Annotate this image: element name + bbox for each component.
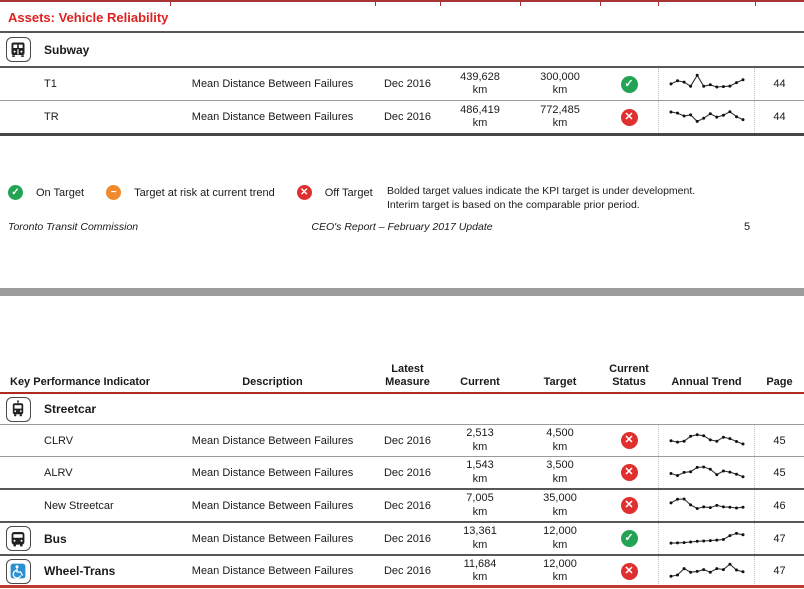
at-risk-icon: −	[106, 185, 121, 200]
page-number: 47	[773, 565, 786, 577]
current-value: 11,684 km	[463, 557, 497, 583]
on-target-icon: ✓	[8, 185, 23, 200]
page-number: 45	[773, 434, 786, 447]
kpi-description: Mean Distance Between Failures	[191, 111, 354, 123]
page-title: Assets: Vehicle Reliability	[8, 10, 169, 25]
kpi-description: Mean Distance Between Failures	[191, 499, 354, 512]
kpi-row-tr	[0, 101, 804, 136]
latest-measure: Dec 2016	[383, 78, 432, 90]
annual-trend-cell	[658, 425, 755, 456]
target-note-line2: Interim target is based on the comparable prior period.	[387, 199, 640, 212]
kpi-name: Bus	[44, 531, 67, 546]
kpi-name: TR	[44, 111, 59, 123]
target-value: 300,000 km	[540, 70, 580, 96]
trend-sparkline	[667, 557, 747, 586]
kpi-name: T1	[44, 78, 57, 90]
page-break-divider	[0, 288, 804, 296]
off-target-status-icon: ✕	[621, 109, 638, 126]
current-value: 13,361 km	[463, 525, 497, 551]
current-value: 486,419 km	[460, 103, 500, 129]
section-icon-cell	[0, 559, 36, 584]
kpi-description: Mean Distance Between Failures	[191, 565, 354, 577]
bottom-divider-rule	[0, 585, 804, 587]
status-cell	[600, 464, 658, 481]
target-value: 4,500 km	[546, 427, 574, 453]
footer-report-title: CEO's Report – February 2017 Update	[311, 221, 493, 233]
section-icon-cell	[0, 397, 36, 422]
section-label-streetcar: Streetcar	[44, 402, 97, 416]
trend-sparkline	[667, 491, 747, 520]
kpi-table	[0, 358, 804, 588]
footer-page-number: 5	[744, 221, 751, 233]
trend-sparkline	[667, 426, 747, 455]
section-icon-cell	[0, 37, 36, 62]
trend-sparkline	[667, 103, 747, 132]
off-target-status-icon: ✕	[621, 563, 638, 580]
target-value: 3,500 km	[546, 459, 574, 485]
trend-sparkline	[667, 524, 747, 553]
status-cell	[600, 530, 658, 547]
header-description: Description	[242, 376, 303, 389]
current-value: 1,543 km	[466, 459, 494, 485]
header-annual-trend: Annual Trend	[671, 376, 742, 389]
annual-trend-cell	[658, 523, 755, 554]
header-current: Current	[460, 376, 500, 389]
header-kpi: Key Performance Indicator	[10, 376, 150, 389]
streetcar-icon	[6, 397, 31, 422]
trend-sparkline	[667, 458, 747, 487]
off-target-status-icon: ✕	[621, 497, 638, 514]
latest-measure: Dec 2016	[383, 532, 432, 545]
latest-measure: Dec 2016	[383, 565, 432, 577]
on-target-status-icon: ✓	[621, 530, 638, 547]
status-legend	[8, 185, 373, 200]
subway-icon	[6, 37, 31, 62]
kpi-row-bus	[0, 523, 804, 556]
section-row-subway	[0, 33, 804, 68]
kpi-description: Mean Distance Between Failures	[191, 434, 354, 447]
latest-measure: Dec 2016	[383, 466, 432, 479]
on-target-status-icon: ✓	[621, 76, 638, 93]
current-value: 439,628 km	[460, 70, 500, 96]
page-number: 44	[773, 111, 786, 123]
kpi-description: Mean Distance Between Failures	[191, 78, 354, 90]
off-target-status-icon: ✕	[621, 464, 638, 481]
section-row-streetcar	[0, 394, 804, 425]
annual-trend-cell	[658, 101, 755, 133]
latest-measure: Dec 2016	[383, 499, 432, 512]
legend-item-off-target	[297, 185, 373, 200]
kpi-name: CLRV	[44, 434, 74, 447]
target-value: 12,000 km	[543, 525, 577, 551]
trend-sparkline	[667, 70, 747, 99]
bus-icon	[6, 526, 31, 551]
subway-table	[0, 31, 804, 136]
kpi-description: Mean Distance Between Failures	[191, 532, 354, 545]
latest-measure: Dec 2016	[383, 434, 432, 447]
kpi-name: ALRV	[44, 466, 73, 479]
current-value: 2,513 km	[466, 427, 494, 453]
off-target-icon: ✕	[297, 185, 312, 200]
kpi-name: Wheel-Trans	[44, 564, 116, 578]
section-label-subway: Subway	[44, 42, 90, 57]
page-number: 46	[773, 499, 786, 512]
off-target-status-icon: ✕	[621, 432, 638, 449]
status-cell	[600, 432, 658, 449]
target-value: 772,485 km	[540, 103, 580, 129]
kpi-description: Mean Distance Between Failures	[191, 466, 354, 479]
page-number: 44	[773, 78, 786, 90]
annual-trend-cell	[658, 457, 755, 488]
target-note-line1: Bolded target values indicate the KPI target is under development.	[387, 185, 696, 197]
status-cell	[600, 497, 658, 514]
target-note	[387, 184, 791, 212]
target-value: 12,000 km	[543, 557, 577, 583]
kpi-row-t1	[0, 68, 804, 101]
latest-measure: Dec 2016	[383, 111, 432, 123]
header-latest-measure: Latest Measure	[385, 362, 430, 389]
header-target: Target	[543, 376, 577, 389]
legend-item-at-risk	[106, 185, 275, 200]
kpi-name: New Streetcar	[44, 499, 114, 512]
legend-label: On Target	[36, 186, 85, 199]
annual-trend-cell	[658, 556, 755, 586]
target-value: 35,000 km	[543, 492, 577, 518]
annual-trend-cell	[658, 68, 755, 100]
kpi-row-clrv	[0, 425, 804, 457]
header-current-status: Current Status	[609, 362, 649, 389]
page-number: 45	[773, 466, 786, 479]
page-number: 47	[773, 532, 786, 545]
status-cell	[600, 109, 658, 126]
kpi-table-header	[0, 358, 804, 394]
top-divider-rule	[0, 0, 804, 2]
annual-trend-cell	[658, 490, 755, 521]
legend-label: Off Target	[324, 186, 373, 199]
kpi-row-alrv	[0, 457, 804, 490]
legend-label: Target at risk at current trend	[134, 186, 275, 199]
current-value: 7,005 km	[466, 492, 494, 518]
header-page: Page	[766, 376, 793, 389]
kpi-row-new-streetcar	[0, 490, 804, 523]
status-cell	[600, 563, 658, 580]
section-icon-cell	[0, 526, 36, 551]
footer-org: Toronto Transit Commission	[8, 221, 139, 233]
legend-item-on-target	[8, 185, 84, 200]
kpi-row-wheel-trans	[0, 556, 804, 588]
wheel-trans-icon	[6, 559, 31, 584]
status-cell	[600, 76, 658, 93]
